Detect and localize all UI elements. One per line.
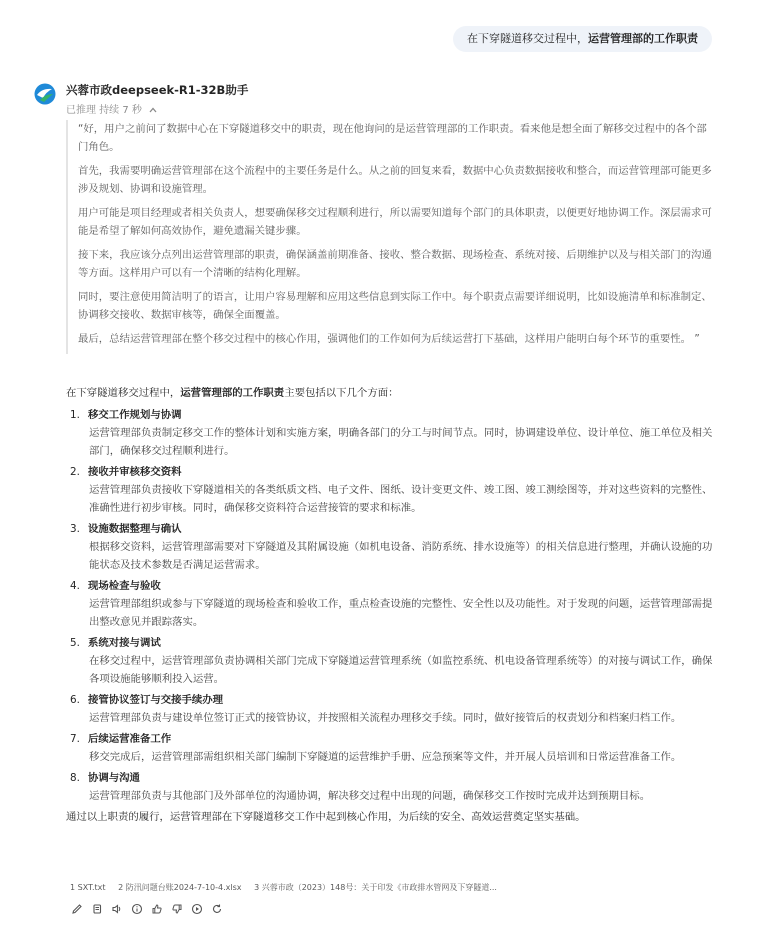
item-number: 3. xyxy=(70,523,80,535)
speaker-icon[interactable] xyxy=(110,902,124,916)
item-body: 移交完成后，运营管理部需组织相关部门编制下穿隧道的运营维护手册、应急预案等文件，并开展人员培训和日常运营准备工作。 xyxy=(89,751,682,763)
item-number: 7. xyxy=(70,733,80,745)
thinking-toggle[interactable] xyxy=(66,101,157,116)
answer-intro-bold: 运营管理部的工作职责 xyxy=(180,387,285,399)
item-number: 4. xyxy=(70,580,80,592)
item-title: 协调与沟通 xyxy=(88,772,140,784)
thumbs-up-icon[interactable] xyxy=(150,902,164,916)
answer-intro-suffix: 主要包括以下几个方面： xyxy=(284,387,399,399)
message-action-bar xyxy=(70,902,224,916)
user-message-bold: 运营管理部的工作职责 xyxy=(588,32,698,45)
item-body: 运营管理部负责制定移交工作的整体计划和实施方案，明确各部门的分工与时间节点。同时，协调建设单位、设计单位、施工单位及相关部门，确保移交过程顺利进行。 xyxy=(89,427,713,457)
answer-content xyxy=(66,384,714,826)
reference-link[interactable]: 1 SXT.txt xyxy=(70,883,106,892)
item-body: 根据移交资料，运营管理部需要对下穿隧道及其附属设施（如机电设备、消防系统、排水设施等）的相关信息进行整理，并确认设施的功能状态及技术参数是否满足运营需求。 xyxy=(89,541,713,571)
item-body: 运营管理部组织或参与下穿隧道的现场检查和验收工作，重点检查设施的完整性、安全性以及功能性。对于发现的问题，运营管理部需提出整改意见并跟踪落实。 xyxy=(89,598,713,628)
item-body: 运营管理部负责与其他部门及外部单位的沟通协调，解决移交过程中出现的问题，确保移交工作按时完成并达到预期目标。 xyxy=(89,790,651,802)
edit-icon[interactable] xyxy=(70,902,84,916)
list-item xyxy=(66,769,714,805)
reference-link[interactable]: 2 防汛问题台账2024-7-10-4.xlsx xyxy=(118,883,242,892)
list-item xyxy=(66,406,714,460)
chevron-up-icon xyxy=(149,107,157,113)
thinking-paragraph: “好，用户之前问了数据中心在下穿隧道移交中的职责，现在他询问的是运营管理部的工作职责。看来他是想全面了解移交过程中的各个部门角色。 xyxy=(78,123,707,153)
item-number: 2. xyxy=(70,466,80,478)
thinking-status: 已推理 持续 7 秒 xyxy=(66,105,142,116)
thumbs-down-icon[interactable] xyxy=(170,902,184,916)
answer-summary: 通过以上职责的履行，运营管理部在下穿隧道移交工作中起到核心作用，为后续的安全、高效运营奠定坚实基础。 xyxy=(66,811,586,823)
list-item xyxy=(66,463,714,517)
item-body: 运营管理部负责接收下穿隧道相关的各类纸质文档、电子文件、图纸、设计变更文件、竣工图、竣工测绘图等，并对这些资料的完整性、准确性进行初步审核。同时，确保移交资料符合运营接管的要求和标准。 xyxy=(89,484,713,514)
thinking-content xyxy=(66,120,714,354)
assistant-avatar-logo-icon xyxy=(34,83,56,105)
item-number: 5. xyxy=(70,637,80,649)
list-item xyxy=(66,577,714,631)
answer-intro xyxy=(66,384,714,402)
reference-link[interactable]: 3 兴蓉市政（2023）148号：关于印发《市政排水管网及下穿隧道... xyxy=(254,883,497,892)
user-message-bubble xyxy=(453,26,712,52)
item-title: 后续运营准备工作 xyxy=(88,733,172,745)
thinking-paragraph: 同时，要注意使用简洁明了的语言，让用户容易理解和应用这些信息到实际工作中。每个职责点需要详细说明，比如设施清单和标准制定、协调移交接收、数据审核等，确保全面覆盖。 xyxy=(78,291,712,321)
info-icon[interactable] xyxy=(130,902,144,916)
item-title: 移交工作规划与协调 xyxy=(88,409,182,421)
item-number: 6. xyxy=(70,694,80,706)
item-title: 设施数据整理与确认 xyxy=(88,523,182,535)
reference-list xyxy=(70,882,507,893)
thinking-paragraph: 接下来，我应该分点列出运营管理部的职责，确保涵盖前期准备、接收、整合数据、现场检查、系统对接、后期维护以及与相关部门的沟通等方面。这样用户可以有一个清晰的结构化理解。 xyxy=(78,249,712,279)
item-title: 系统对接与调试 xyxy=(88,637,161,649)
item-title: 现场检查与验收 xyxy=(88,580,161,592)
item-body: 运营管理部负责与建设单位签订正式的接管协议，并按照相关流程办理移交手续。同时，做好接管后的权责划分和档案归档工作。 xyxy=(89,712,682,724)
thinking-paragraph: 最后，总结运营管理部在整个移交过程中的核心作用，强调他们的工作如何为后续运营打下基础，这样用户能明白每个环节的重要性。 ” xyxy=(78,333,700,345)
thinking-paragraph: 首先，我需要明确运营管理部在这个流程中的主要任务是什么。从之前的回复来看，数据中心负责数据接收和整合，而运营管理部可能更多涉及规划、协调和设施管理。 xyxy=(78,165,712,195)
item-title: 接管协议签订与交接手续办理 xyxy=(88,694,224,706)
item-number: 1. xyxy=(70,409,80,421)
item-title: 接收并审核移交资料 xyxy=(88,466,182,478)
assistant-name: 兴蓉市政deepseek-R1-32B助手 xyxy=(66,83,249,97)
list-item xyxy=(66,520,714,574)
list-item xyxy=(66,691,714,727)
item-body: 在移交过程中，运营管理部负责协调相关部门完成下穿隧道运营管理系统（如监控系统、机电设备管理系统等）的对接与调试工作，确保各项设施能够顺利投入运营。 xyxy=(89,655,713,685)
refresh-icon[interactable] xyxy=(210,902,224,916)
thinking-paragraph: 用户可能是项目经理或者相关负责人，想要确保移交过程顺利进行，所以需要知道每个部门的具体职责，以便更好地协调工作。深层需求可能是希望了解如何高效协作，避免遗漏关键步骤。 xyxy=(78,207,712,237)
copy-icon[interactable] xyxy=(90,902,104,916)
list-item xyxy=(66,634,714,688)
answer-intro-prefix: 在下穿隧道移交过程中， xyxy=(66,387,181,399)
user-message-prefix: 在下穿隧道移交过程中， xyxy=(467,32,588,45)
item-number: 8. xyxy=(70,772,80,784)
list-item xyxy=(66,730,714,766)
responsibility-list xyxy=(66,406,714,805)
play-icon[interactable] xyxy=(190,902,204,916)
